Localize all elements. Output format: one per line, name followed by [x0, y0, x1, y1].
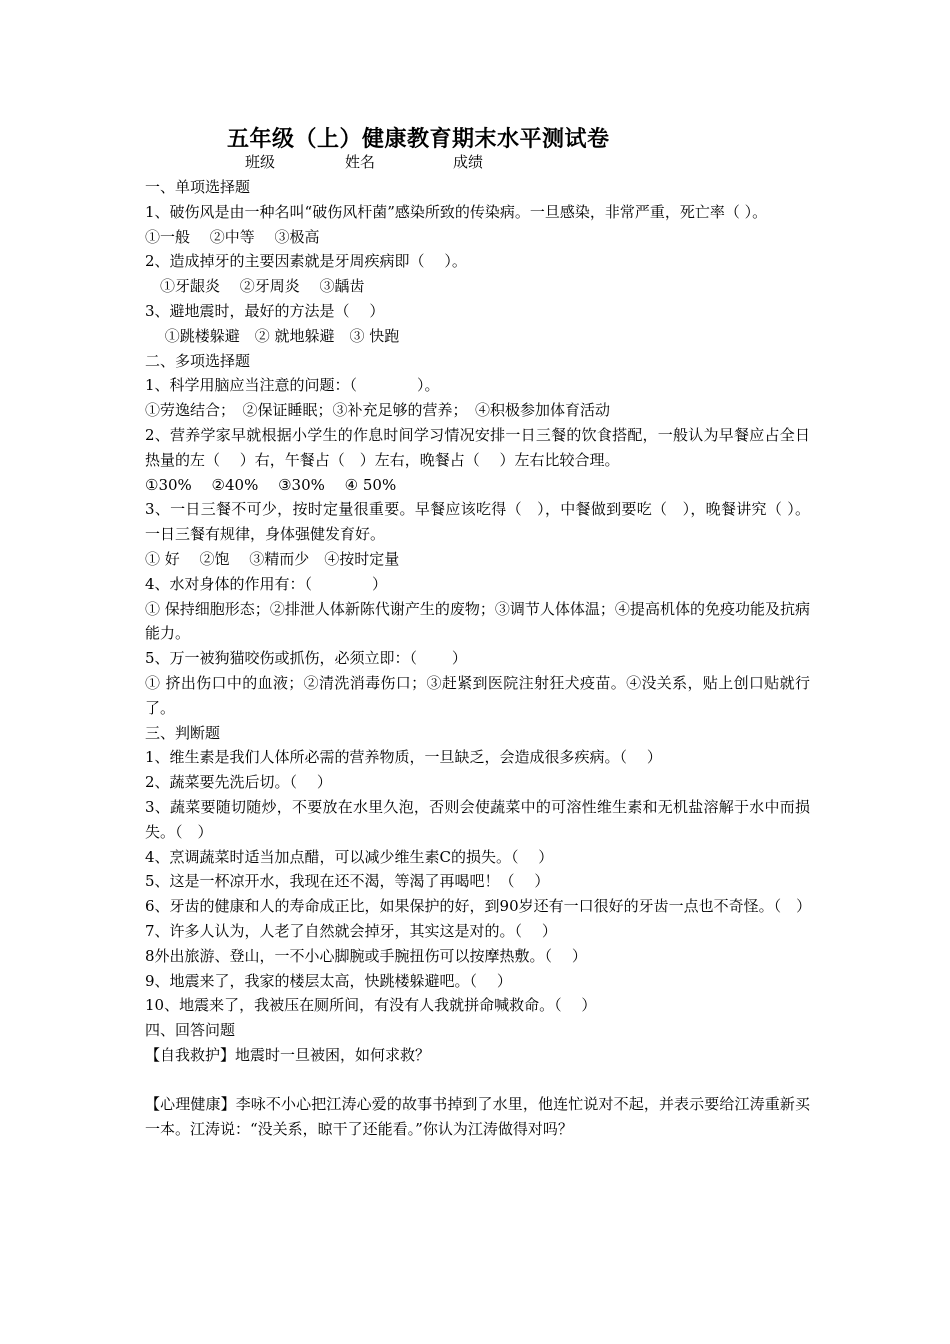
name-label: 姓名 [345, 153, 376, 171]
section-heading-answer-questions: 四、回答问题 [145, 1021, 236, 1040]
answer-options: ①跳楼躲避 ② 就地躲避 ③ 快跑 [145, 326, 400, 345]
answer-options: ① 好 ②饱 ③精而少 ④按时定量 [145, 549, 400, 568]
question-text: 4、水对身体的作用有：（ ） [145, 574, 388, 593]
answer-space [145, 1068, 810, 1093]
statement-text: 9、地震来了，我家的楼层太高，快跳楼躲避吧。（ ） [145, 971, 512, 990]
exam-body [145, 175, 810, 1142]
question-text: 1、破伤风是由一种名叫“破伤风杆菌”感染所致的传染病。一旦感染，非常严重，死亡率（ ）。 [145, 202, 768, 221]
statement-text: 5、这是一杯凉开水，我现在还不渴，等渴了再喝吧！（ ） [145, 872, 550, 891]
answer-options: ①劳逸结合； ②保证睡眠；③补充足够的营养； ④积极参加体育活动 [145, 401, 611, 420]
answer-options: ①30% ②40% ③30% ④ 50% [145, 475, 397, 494]
section-heading-single-choice: 一、单项选择题 [145, 178, 251, 196]
answer-options: ①牙龈炎 ②牙周炎 ③龋齿 [145, 277, 365, 296]
statement-text: 4、烹调蔬菜时适当加点醋，可以减少维生素C的损失。（ ） [145, 847, 554, 866]
question-text: 3、一日三餐不可少，按时定量很重要。早餐应该吃得（ ），中餐做到要吃（ ），晚餐讲究（ ）。一日三餐有规律，身体强健发育好。 [145, 500, 810, 544]
statement-text: 10、地震来了，我被压在厕所间，有没有人我就拼命喊救命。（ ） [145, 996, 597, 1015]
score-label: 成绩 [453, 153, 484, 171]
statement-text: 7、许多人认为，人老了自然就会掉牙，其实这是对的。（ ） [145, 921, 557, 940]
question-text: 5、万一被狗猫咬伤或抓伤，必须立即：（ ） [145, 649, 467, 668]
section-heading-multiple-choice: 二、多项选择题 [145, 351, 251, 370]
answer-options: ①一般 ②中等 ③极高 [145, 227, 320, 246]
statement-text: 8外出旅游、登山，一不小心脚腕或手腕扭伤可以按摩热敷。（ ） [145, 946, 587, 965]
section-heading-true-false: 三、判断题 [145, 723, 221, 742]
student-info-fields [245, 151, 483, 172]
statement-text: 3、蔬菜要随切随炒，不要放在水里久泡，否则会使蔬菜中的可溶性维生素和无机盐溶解于水中而损失。（ ） [145, 797, 810, 841]
question-text: 1、科学用脑应当注意的问题：（ ）。 [145, 376, 440, 395]
statement-text: 6、牙齿的健康和人的寿命成正比，如果保护的好，到90岁还有一口很好的牙齿一点也不奇怪。（ ） [145, 897, 812, 916]
question-text: 2、造成掉牙的主要因素就是牙周疾病即（ ）。 [145, 252, 467, 271]
question-text: 2、营养学家早就根据小学生的作息时间学习情况安排一日三餐的饮食搭配，一般认为早餐应占全日热量的左（ ）右，午餐占（ ）左右，晚餐占（ ）左右比较合理。 [145, 425, 810, 469]
statement-text: 1、维生素是我们人体所必需的营养物质，一旦缺乏，会造成很多疾病。（ ） [145, 748, 662, 767]
page-title: 五年级（上）健康教育期末水平测试卷 [227, 127, 610, 152]
question-text: 【心理健康】李咏不小心把江涛心爱的故事书掉到了水里，他连忙说对不起，并表示要给江涛重新买一本。江涛说：“没关系，晾干了还能看。”你认为江涛做得对吗？ [145, 1095, 810, 1139]
class-label: 班级 [245, 153, 276, 171]
question-text: 【自我救护】地震时一旦被困，如何求救？ [145, 1045, 431, 1064]
answer-options: ① 保持细胞形态；②排泄人体新陈代谢产生的废物；③调节人体体温；④提高机体的免疫功能及抗病能力。 [145, 599, 810, 643]
statement-text: 2、蔬菜要先洗后切。（ ） [145, 773, 332, 792]
answer-options: ① 挤出伤口中的血液；②清洗消毒伤口；③赶紧到医院注射狂犬疫苗。④没关系，贴上创口贴就行了。 [145, 673, 810, 717]
question-text: 3、避地震时，最好的方法是（ ） [145, 301, 385, 320]
